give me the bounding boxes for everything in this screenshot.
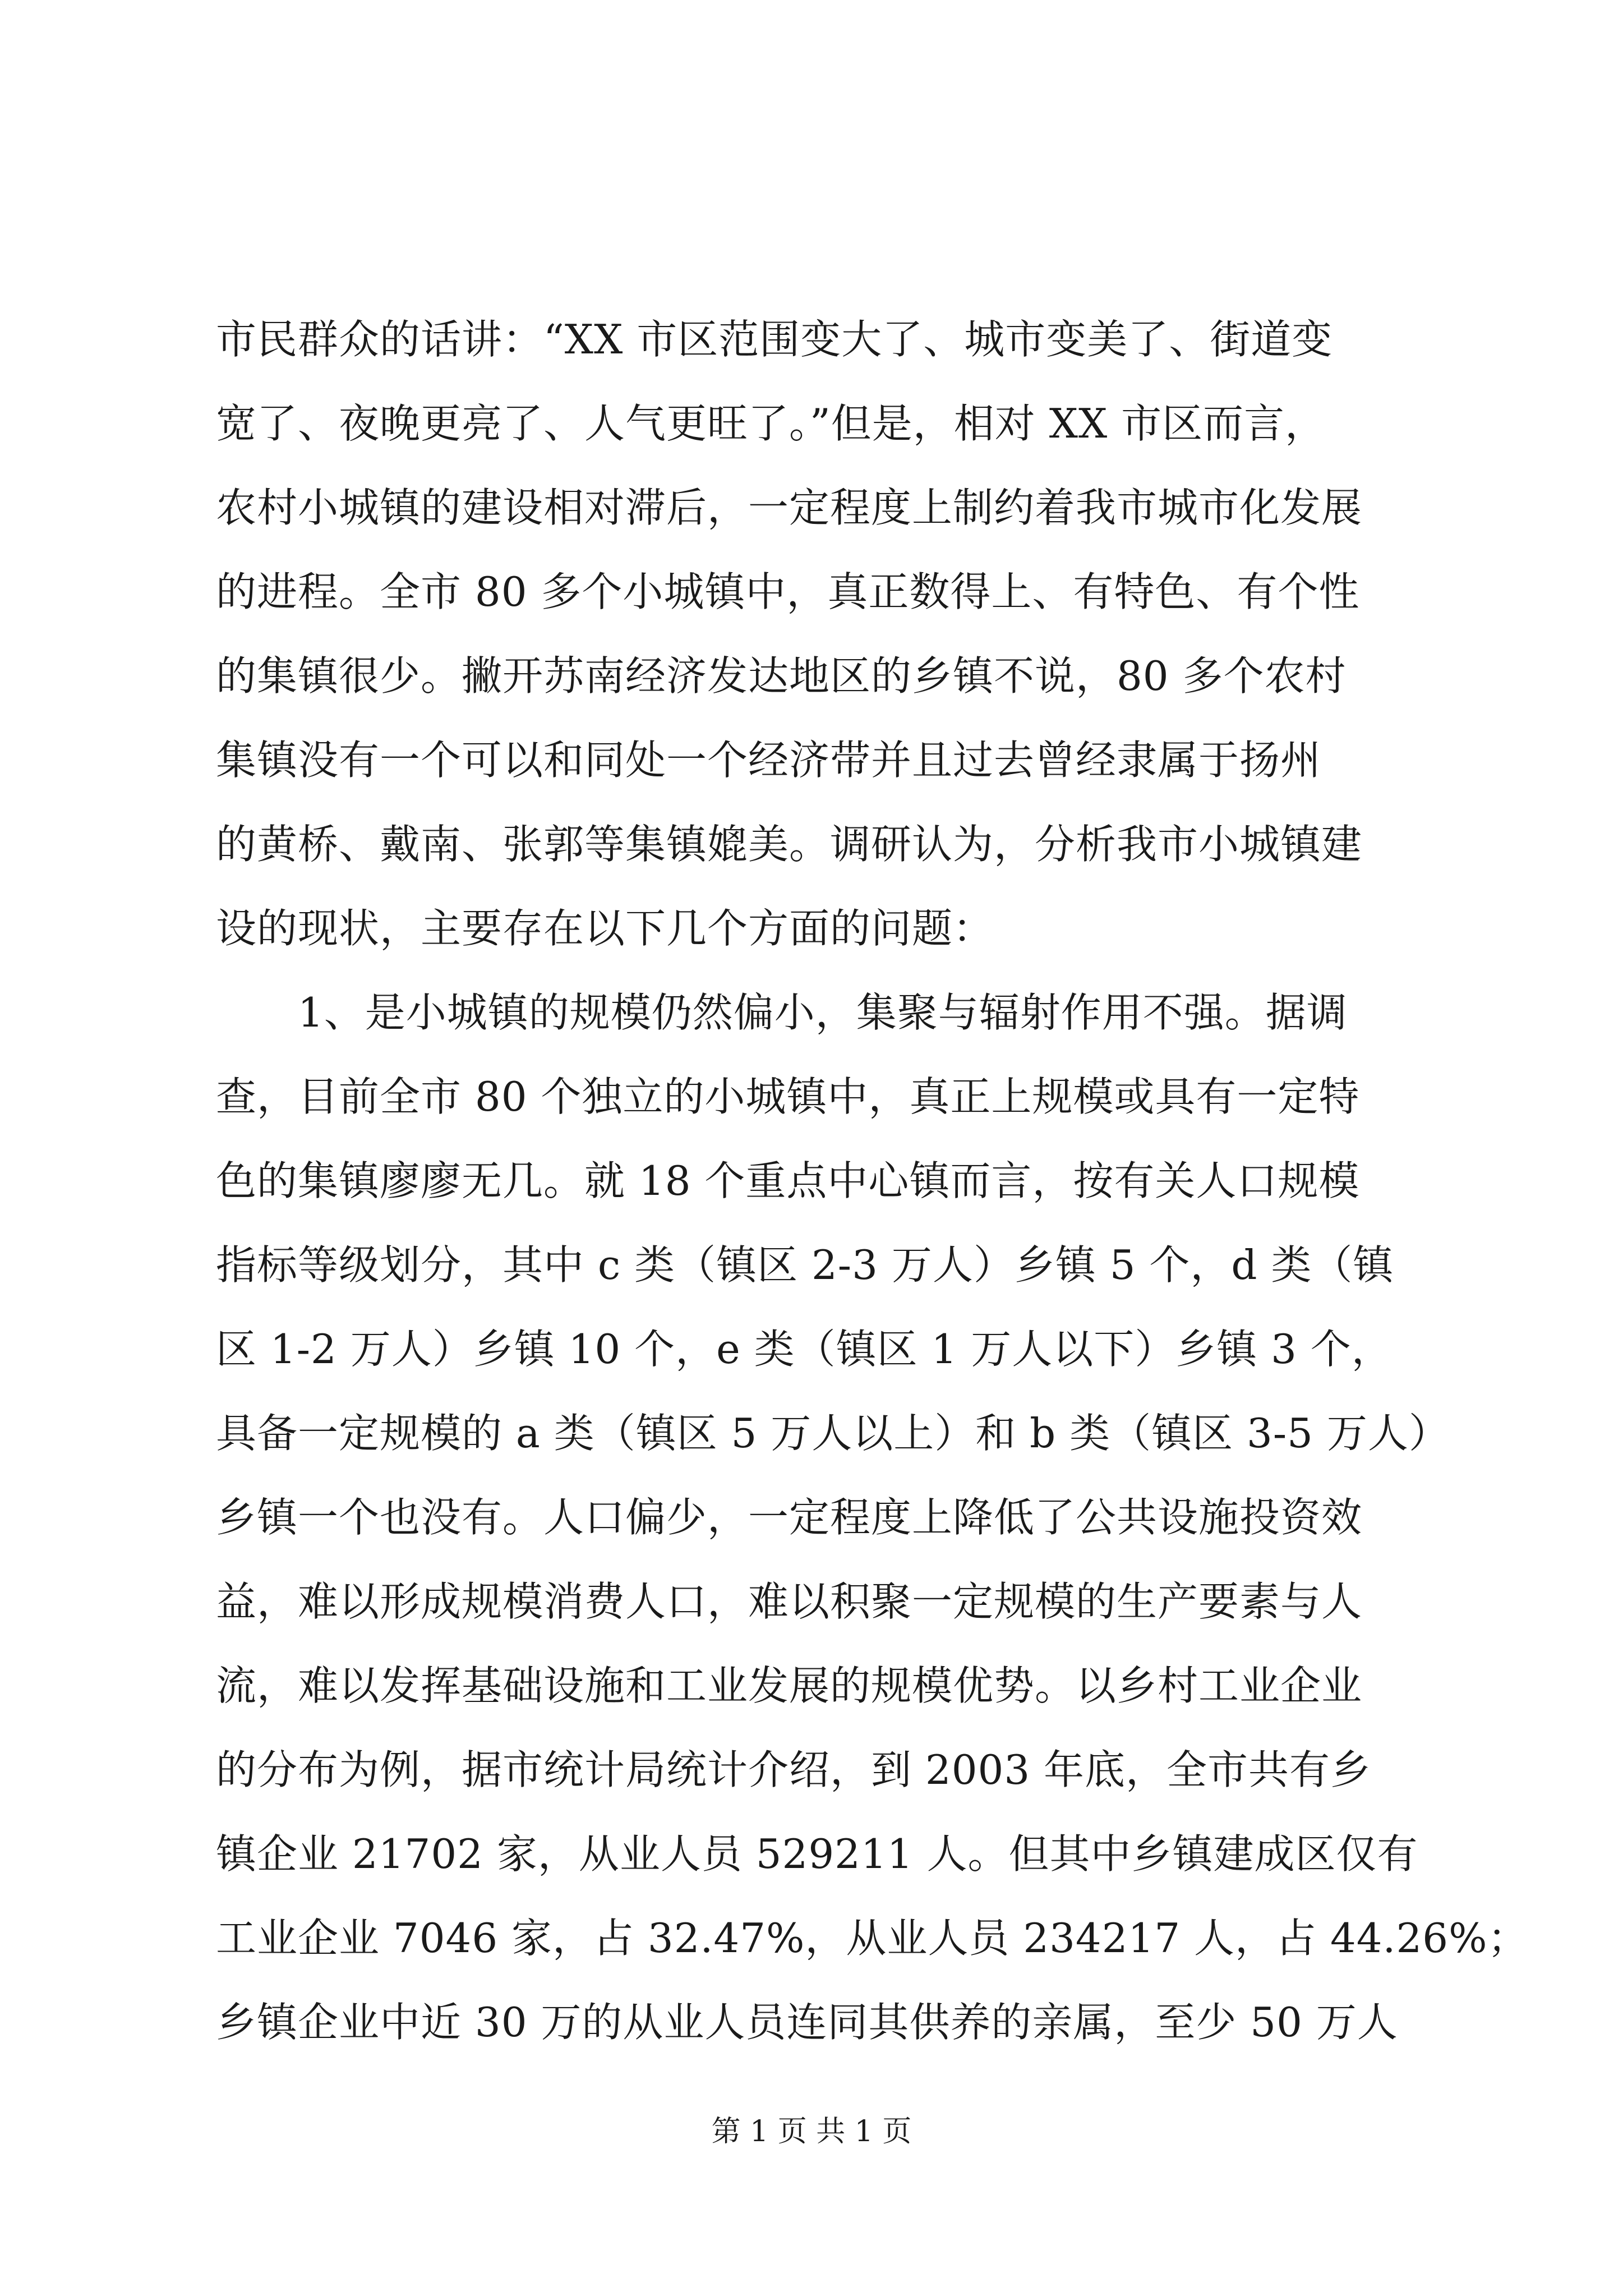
text-line: 宽了、夜晚更亮了、人气更旺了。”但是，相对 XX 市区而言， — [216, 400, 1326, 447]
text-line: 的进程。全市 80 多个小城镇中，真正数得上、有特色、有个性 — [216, 568, 1360, 615]
text-line: 指标等级划分，其中 c 类（镇区 2-3 万人）乡镇 5 个，d 类（镇 — [216, 1241, 1394, 1289]
text-line: 集镇没有一个可以和同处一个经济带并且过去曾经隶属于扬州 — [216, 737, 1322, 784]
text-line: 流，难以发挥基础设施和工业发展的规模优势。以乡村工业企业 — [216, 1662, 1363, 1709]
text-line: 镇企业 21702 家，从业人员 529211 人。但其中乡镇建成区仅有 — [216, 1830, 1418, 1878]
text-line: 的黄桥、戴南、张郭等集镇媲美。调研认为，分析我市小城镇建 — [216, 821, 1363, 868]
text-line: 设的现状，主要存在以下几个方面的问题： — [216, 905, 994, 952]
text-line: 益，难以形成规模消费人口，难以积聚一定规模的生产要素与人 — [216, 1578, 1363, 1625]
page-number: 第 1 页 共 1 页 — [711, 2115, 912, 2148]
text-line: 工业企业 7046 家，占 32.47%，从业人员 234217 人，占 44.26%； — [216, 1915, 1529, 1962]
text-line: 乡镇企业中近 30 万的从业人员连同其供养的亲属，至少 50 万人 — [216, 1999, 1398, 2046]
text-line: 色的集镇廖廖无几。就 18 个重点中心镇而言，按有关人口规模 — [216, 1157, 1360, 1204]
text-line: 查，目前全市 80 个独立的小城镇中，真正上规模或具有一定特 — [216, 1073, 1360, 1120]
text-line: 农村小城镇的建设相对滞后，一定程度上制约着我市城市化发展 — [216, 484, 1363, 531]
page-footer — [0, 2109, 1623, 2154]
text-line: 区 1-2 万人）乡镇 10 个，e 类（镇区 1 万人以下）乡镇 3 个， — [216, 1326, 1393, 1373]
text-line: 的分布为例，据市统计局统计介绍，到 2003 年底，全市共有乡 — [216, 1746, 1372, 1793]
text-line: 具备一定规模的 a 类（镇区 5 万人以上）和 b 类（镇区 3-5 万人） — [216, 1410, 1450, 1457]
text-line: 市民群众的话讲：“XX 市区范围变大了、城市变美了、街道变 — [216, 316, 1333, 363]
body-text — [216, 297, 1529, 2064]
text-line: 乡镇一个也没有。人口偏少，一定程度上降低了公共设施投资效 — [216, 1494, 1363, 1541]
text-line: 1、是小城镇的规模仍然偏小，集聚与辐射作用不强。据调 — [216, 989, 1348, 1036]
text-line: 的集镇很少。撇开苏南经济发达地区的乡镇不说，80 多个农村 — [216, 652, 1347, 700]
